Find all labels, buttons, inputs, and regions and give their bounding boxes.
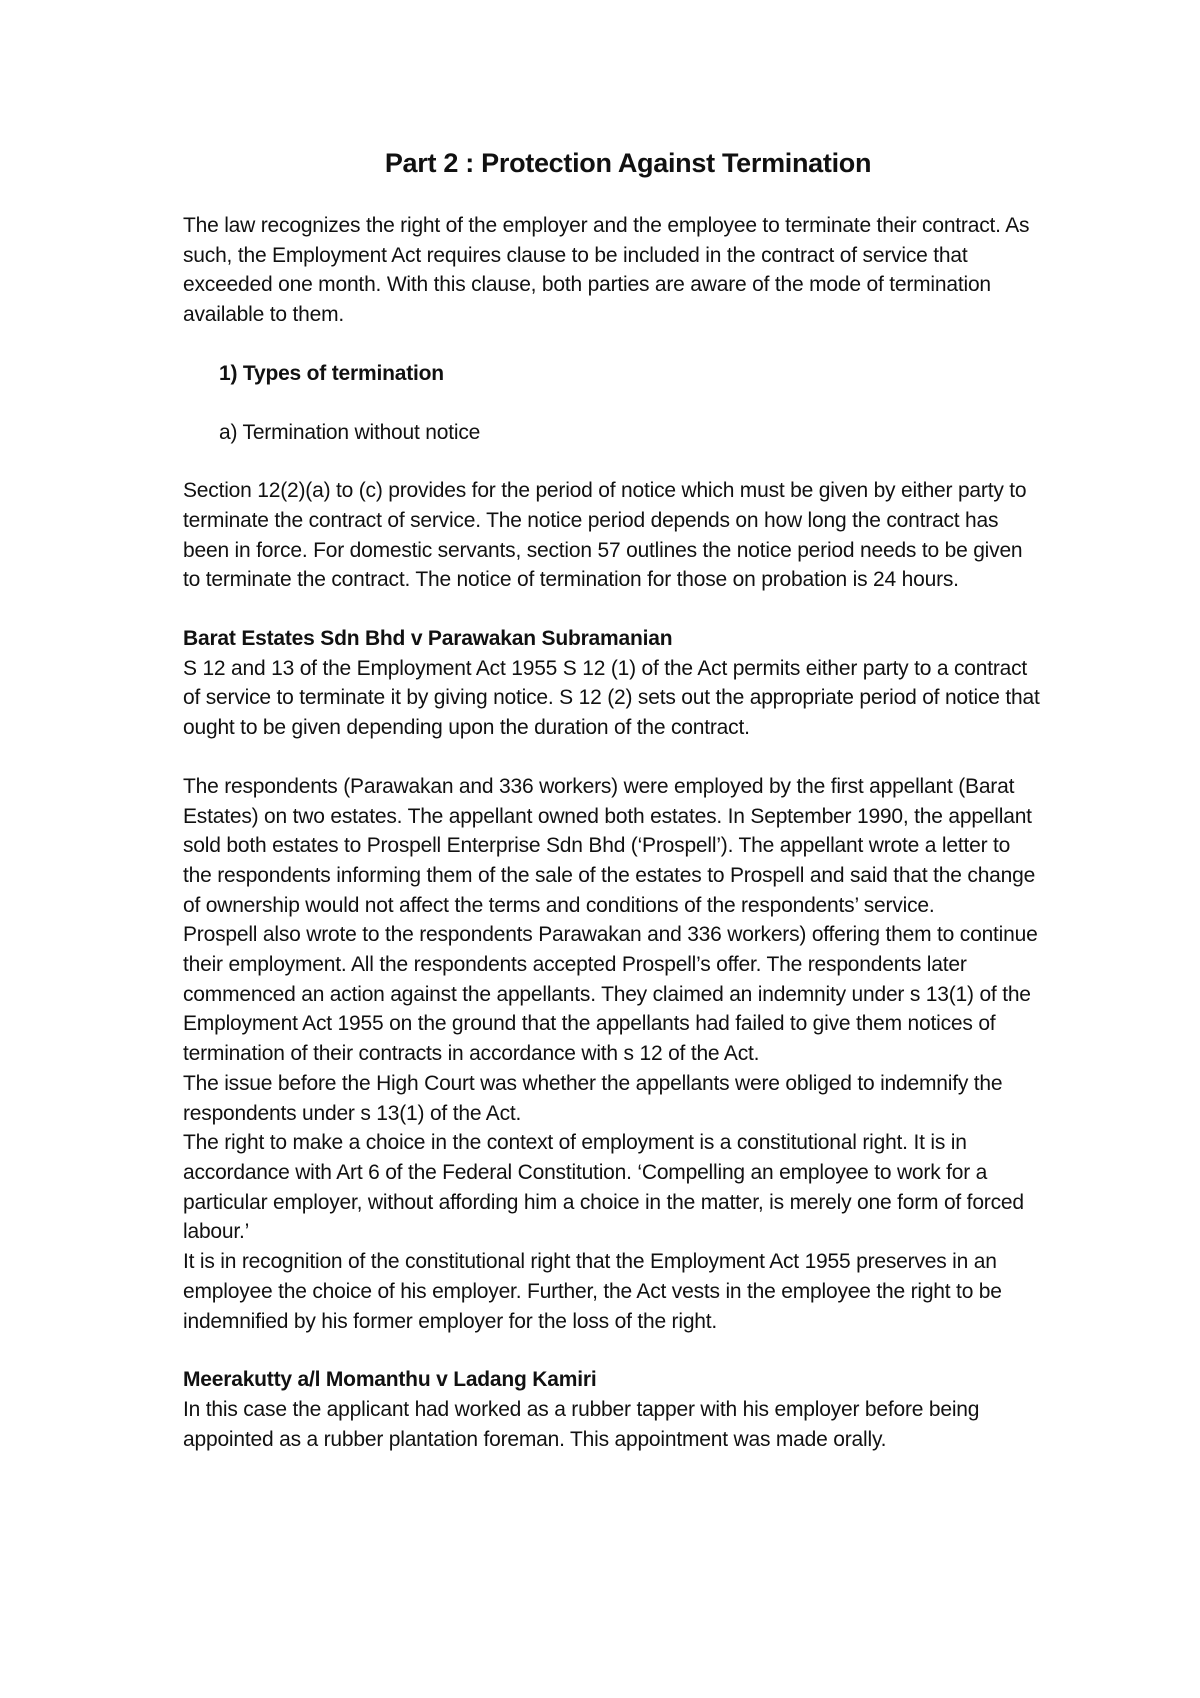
section-heading: 1) Types of termination: [219, 361, 444, 385]
case-summary-barat-estates: S 12 and 13 of the Employment Act 1955 S 12 (1) of the Act permits either party to a contract of service to terminate it by giving notice. S 12 (2) sets out the appropriate period of notice that ought to be given depending upon the duration of the contract.: [183, 656, 1040, 740]
document-page: [183, 145, 1043, 1454]
case-facts-paragraph: The right to make a choice in the context of employment is a constitutional right. It is in accordance with Art 6 of the Federal Constitution. ‘Compelling an employee to work for a particular employer, without affording him a choice in the matter, is merely one form of forced labour.’: [183, 1131, 1024, 1244]
page-title: Part 2 : Protection Against Termination: [384, 148, 872, 178]
subsection-heading: a) Termination without notice: [219, 420, 481, 444]
case-facts-paragraph: It is in recognition of the constitutional right that the Employment Act 1955 preserves in an employee the choice of his employer. Further, the Act vests in the employee the right to be indemnified by his former employer for the loss of the right.: [183, 1250, 1002, 1333]
case-facts-paragraph: The respondents (Parawakan and 336 workers) were employed by the first appellant (Barat Estates) on two estates. The appellant owned both estates. In September 1990, the appellant sold both estates to Prospell Enterprise Sdn Bhd (‘Prospell’). The appellant wrote a letter to the respondents informing them of the sale of the estates to Prospell and said that the change of ownership would not affect the terms and conditions of the respondents’ service.: [183, 774, 1036, 917]
case-facts-paragraph: The issue before the High Court was whether the appellants were obliged to indemnify the respondents under s 13(1) of the Act.: [183, 1071, 1003, 1125]
case-title-meerakutty: Meerakutty a/l Momanthu v Ladang Kamiri: [183, 1368, 597, 1392]
intro-paragraph: The law recognizes the right of the employer and the employee to terminate their contract. As such, the Employment Act requires clause to be included in the contract of service that exceeded one month. With this clause, both parties are aware of the mode of termination available to them.: [183, 214, 1030, 327]
case-summary-meerakutty: In this case the applicant had worked as a rubber tapper with his employer before being appointed as a rubber plantation foreman. This appointment was made orally.: [183, 1397, 980, 1451]
section12-paragraph: Section 12(2)(a) to (c) provides for the period of notice which must be given by either party to terminate the contract of service. The notice period depends on how long the contract has been in force. For domestic servants, section 57 outlines the notice period needs to be given to terminate the contract. The notice of termination for those on probation is 24 hours.: [183, 479, 1027, 592]
case-title-barat-estates: Barat Estates Sdn Bhd v Parawakan Subramanian: [183, 627, 673, 651]
case-facts-paragraph: Prospell also wrote to the respondents Parawakan and 336 workers) offering them to continue their employment. All the respondents accepted Prospell’s offer. The respondents later commenced an action against the appellants. They claimed an indemnity under s 13(1) of the Employment Act 1955 on the ground that the appellants had failed to give them notices of termination of their contracts in accordance with s 12 of the Act.: [183, 923, 1038, 1066]
